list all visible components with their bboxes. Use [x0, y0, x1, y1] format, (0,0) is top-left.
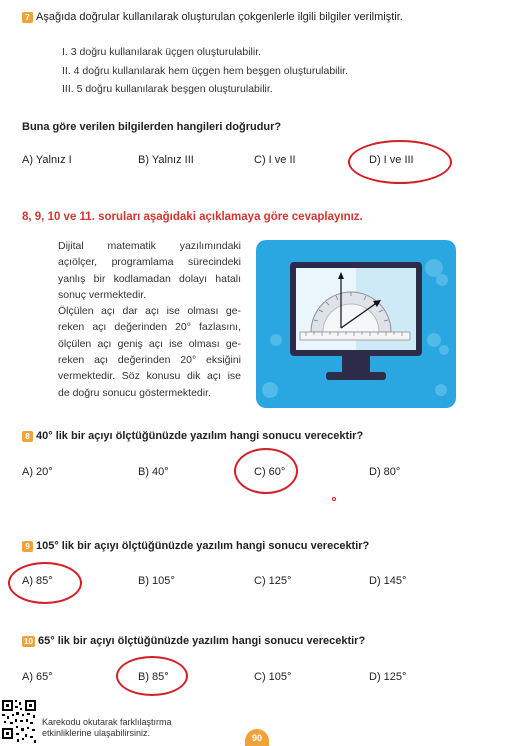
q7-option-d[interactable]: D) I ve III — [369, 154, 414, 166]
q9-option-d[interactable]: D) 145° — [369, 575, 407, 587]
q7-statement-2: II. 4 doğru kullanılarak hem üçgen hem beşgen oluşturulabilir. — [62, 65, 349, 77]
q10-prompt: 10 65° lik bir açıyı ölçtüğünüzde yazılım hangi sonucu verecektir? — [22, 635, 365, 647]
q10-option-b[interactable]: B) 85° — [138, 671, 169, 683]
q7-option-b[interactable]: B) Yalnız III — [138, 154, 194, 166]
answer-circle-mark — [234, 448, 298, 494]
q10-option-c[interactable]: C) 105° — [254, 671, 292, 683]
q7-prompt: 7 Aşağıda doğrular kullanılarak oluşturulan çokgenlerle ilgili bilgiler verilmiştir. — [22, 11, 403, 23]
q8-option-c[interactable]: C) 60° — [254, 466, 286, 478]
q9-option-a[interactable]: A) 85° — [22, 575, 53, 587]
q7-statement-3: III. 5 doğru kullanılarak beşgen oluşturulabilir. — [62, 83, 273, 95]
q8-option-d[interactable]: D) 80° — [369, 466, 401, 478]
q7-statement-1: I. 3 doğru kullanılarak üçgen oluşturulabilir. — [62, 46, 262, 58]
answer-circle-mark — [348, 140, 452, 184]
question-number-badge: 8 — [22, 431, 33, 442]
q9-option-c[interactable]: C) 125° — [254, 575, 292, 587]
q8-prompt: 8 40° lik bir açıyı ölçtüğünüzde yazılım hangi sonucu verecektir? — [22, 430, 363, 442]
q9-option-b[interactable]: B) 105° — [138, 575, 175, 587]
q8-option-b[interactable]: B) 40° — [138, 466, 169, 478]
question-number-badge: 10 — [22, 636, 35, 647]
question-number-badge: 7 — [22, 12, 33, 23]
q10-option-d[interactable]: D) 125° — [369, 671, 407, 683]
question-number-badge: 9 — [22, 541, 33, 552]
qr-code-icon[interactable] — [0, 698, 38, 746]
monitor-protractor-illustration — [256, 240, 456, 408]
q7-question: Buna göre verilen bilgilerden hangileri doğrudur? — [22, 121, 282, 133]
page-number: 90 — [245, 729, 269, 746]
qr-caption: Karekodu okutarak farklılaştırma etkinliklerine ulaşabilirsiniz. — [42, 717, 172, 738]
q9-prompt: 9 105° lik bir açıyı ölçtüğünüzde yazılım hangi sonucu verecektir? — [22, 540, 369, 552]
answer-circle-mark — [8, 562, 82, 604]
q10-option-a[interactable]: A) 65° — [22, 671, 53, 683]
answer-circle-mark — [116, 656, 188, 696]
stray-dot-mark — [332, 497, 336, 501]
q7-option-c[interactable]: C) I ve II — [254, 154, 296, 166]
q7-option-a[interactable]: A) Yalnız I — [22, 154, 72, 166]
section-paragraph: Dijital matematik yazılımındaki açıölçer, programlama sürecindeki yanlış bir kodlamadan dolayı hatalı sonuç vermektedir. Ölçülen açı dar açı ise olması ge- reken açı değerinden 20° fazlasını, ölçülen açı geniş açı ise olması ge- reken açı değerinden 20° eksiğini vermektedir. Söz konusu dik açı ise de doğru sonucu göstermektedir. — [58, 240, 241, 399]
q8-option-a[interactable]: A) 20° — [22, 466, 53, 478]
section-title: 8, 9, 10 ve 11. soruları aşağıdaki açıklamaya göre cevaplayınız. — [22, 211, 363, 223]
